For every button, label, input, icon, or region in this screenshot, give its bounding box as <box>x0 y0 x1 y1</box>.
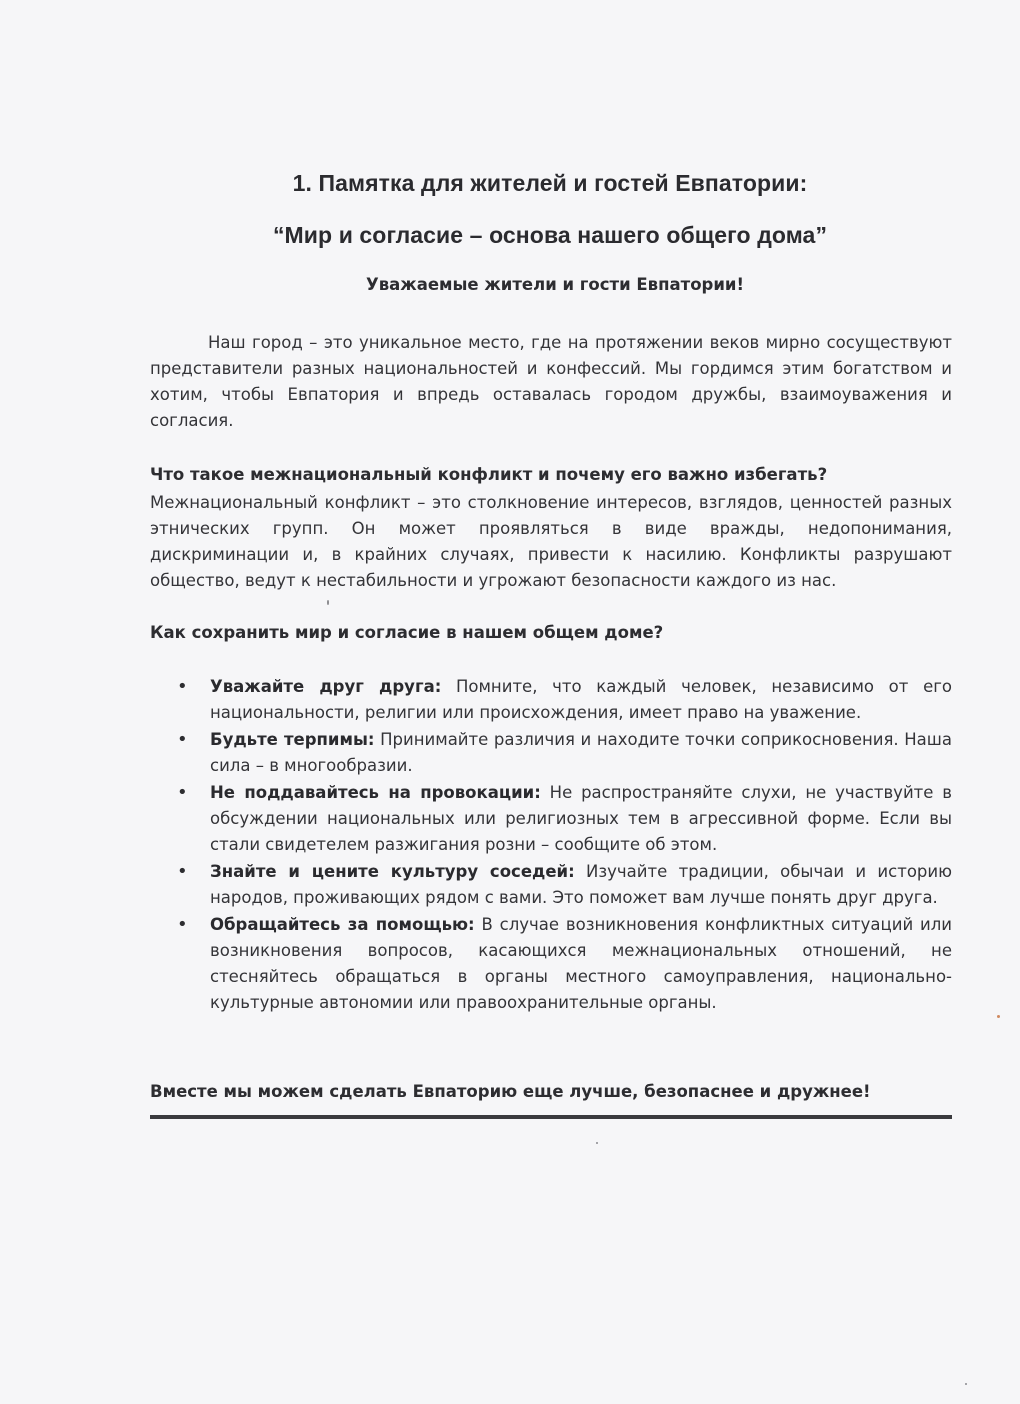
bullet-icon: • <box>177 861 188 882</box>
tip-lead: Не поддавайтесь на провокации: <box>210 783 541 802</box>
closing-statement: Вместе мы можем сделать Евпаторию еще лучше, безопаснее и дружнее! <box>150 1082 871 1101</box>
tip-lead: Обращайтесь за помощью: <box>210 915 475 934</box>
list-item <box>177 780 953 858</box>
conflict-heading: Что такое межнациональный конфликт и почему его важно избегать? <box>150 465 828 484</box>
bullet-icon: • <box>177 729 188 750</box>
tip-text: Принимайте различия и находите точки соприкосновения. Наша сила – в многообразии. <box>210 730 952 775</box>
list-item <box>177 674 952 726</box>
document-subtitle: “Мир и согласие – основа нашего общего дома” <box>272 222 828 248</box>
scan-speck <box>997 1015 1000 1018</box>
list-item <box>177 859 953 911</box>
tip-lead: Знайте и цените культуру соседей: <box>210 862 575 881</box>
greeting: Уважаемые жители и гости Евпатории! <box>365 275 745 294</box>
scan-speck <box>327 600 329 605</box>
tips-list <box>177 674 953 1017</box>
tip-text: Изучайте традиции, обычаи и историю народов, проживающих рядом с вами. Это поможет вам лучше понять друг друга. <box>210 862 953 907</box>
bullet-icon: • <box>177 782 188 803</box>
how-heading: Как сохранить мир и согласие в нашем общем доме? <box>150 623 664 642</box>
bullet-icon: • <box>177 676 188 697</box>
tip-text: Не распространяйте слухи, не участвуйте в обсуждении национальных или религиозных тем в агрессивной форме. Если вы стали свидетелем разжигания розни – сообщите об этом. <box>210 783 953 854</box>
divider <box>150 1115 952 1119</box>
list-item <box>177 727 952 779</box>
conflict-paragraph: Межнациональный конфликт – это столкновение интересов, взглядов, ценностей разных этнических групп. Он может проявляться в виде вражды, недопонимания, дискриминации и, в крайних случаях, привести к насилию. Конфликты разрушают общество, ведут к нестабильности и угрожают безопасности каждого из нас. <box>150 493 952 590</box>
intro-paragraph: Наш город – это уникальное место, где на протяжении веков мирно сосуществуют представители разных национальностей и конфессий. Мы гордимся этим богатством и хотим, чтобы Евпатория и впредь оставалась городом дружбы, взаимоуважения и согласия. <box>150 333 952 430</box>
tip-text: В случае возникновения конфликтных ситуаций или возникновения вопросов, касающихся межнациональных отношений, не стесняйтесь обращаться в органы местного самоуправления, национально-культурные автономии или правоохранительные органы. <box>210 915 953 1012</box>
tip-lead: Уважайте друг друга: <box>210 677 442 696</box>
scan-speck <box>596 1142 598 1144</box>
list-item <box>177 912 953 1016</box>
tip-lead: Будьте терпимы: <box>210 730 375 749</box>
tip-text: Помните, что каждый человек, независимо от его национальности, религии или происхождения, имеет право на уважение. <box>210 677 952 722</box>
document-title: 1. Памятка для жителей и гостей Евпатории: <box>292 170 808 196</box>
scan-speck <box>965 1383 967 1385</box>
bullet-icon: • <box>177 914 188 935</box>
